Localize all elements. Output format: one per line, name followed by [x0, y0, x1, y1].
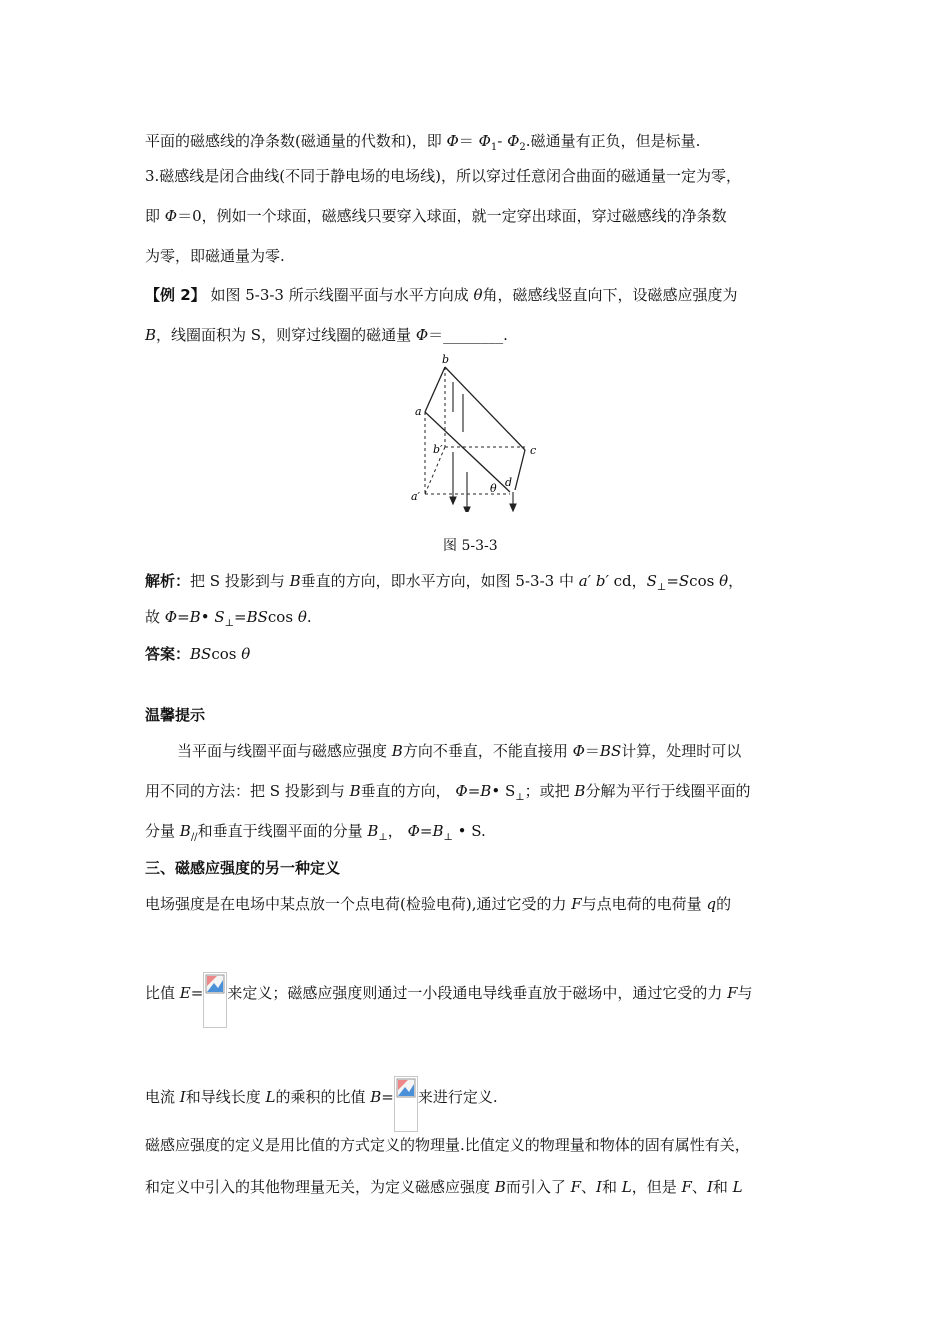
var-B: B: [367, 822, 379, 840]
text: 用不同的方法：把 S 投影到与: [145, 782, 350, 800]
var-B: B: [179, 822, 191, 840]
subscript: ⊥: [378, 832, 388, 843]
text: 垂直的方向，: [360, 782, 456, 800]
solution-line-2: [145, 606, 312, 627]
broken-image-icon: [394, 1076, 418, 1132]
text: 与点电荷的电荷量: [581, 895, 707, 913]
text: 把 S 投影到与: [190, 572, 290, 590]
text: 计算，处理时可以: [621, 742, 742, 760]
text: 的: [716, 895, 732, 913]
text: ＝: [584, 742, 600, 760]
phi: Φ: [407, 822, 420, 840]
phi: Φ: [164, 207, 178, 225]
var-q: q: [706, 895, 717, 913]
text: 故: [145, 608, 165, 626]
text: 电流: [145, 1088, 180, 1106]
theta: θ: [473, 286, 483, 304]
text: ；或把: [524, 782, 575, 800]
text: .: [306, 608, 312, 626]
text: ，线圈面积为 S，则穿过线圈的磁通量: [156, 326, 416, 344]
text: 和垂直于线圈平面的分量: [197, 822, 368, 840]
def-line-2: [145, 982, 753, 1028]
text: =: [419, 822, 433, 840]
line-3: [145, 205, 727, 226]
var-BS: BS: [246, 608, 268, 626]
example-2-line-1: [145, 284, 738, 305]
label-c: c: [530, 444, 537, 457]
phi: Φ: [455, 782, 468, 800]
var-S: S: [214, 608, 225, 626]
var-I: I: [596, 1178, 602, 1196]
var-B: B: [370, 1088, 382, 1106]
example-2-line-2: [145, 324, 508, 345]
text: 的乘积的比值: [275, 1088, 371, 1106]
section-3-title: 三、磁感应强度的另一种定义: [145, 859, 341, 877]
subscript: 1: [490, 142, 498, 153]
label-b: b: [442, 353, 450, 366]
theta: θ: [297, 608, 307, 626]
text: 和: [712, 1178, 733, 1196]
theta: θ: [719, 572, 729, 590]
label-d: d: [505, 476, 513, 489]
text: cos: [211, 645, 242, 663]
theta: θ: [241, 645, 251, 663]
text: ＝0，例如一个球面，磁感线只要穿入球面，就一定穿出球面，穿过磁感线的净条数: [177, 207, 727, 225]
var-F: F: [727, 984, 738, 1002]
line-1: [145, 130, 700, 151]
text: 电场强度是在电场中某点放一个点电荷(检验电荷),通过它受的力: [145, 895, 572, 913]
var-B: B: [432, 822, 444, 840]
phi: Φ: [415, 326, 429, 344]
text: cd，: [608, 572, 647, 590]
coil-figure: [405, 352, 555, 512]
text: •: [200, 608, 215, 626]
text: 、: [581, 1178, 597, 1196]
text: 当平面与线圈平面与磁感应强度: [177, 742, 392, 760]
text: =: [234, 608, 247, 626]
text: =: [381, 1088, 394, 1106]
var-L: L: [621, 1178, 632, 1196]
text: =: [177, 608, 190, 626]
text: 方向不垂直，不能直接用: [402, 742, 573, 760]
text: =: [190, 984, 204, 1002]
text: 即: [145, 207, 165, 225]
var-S: S: [678, 572, 690, 590]
var-I: I: [706, 1178, 713, 1196]
phi-2: Φ: [507, 132, 520, 150]
solution-line-1: [145, 570, 743, 591]
var-B: B: [494, 1178, 506, 1196]
subscript: //: [190, 832, 198, 843]
text: ＝: [458, 132, 479, 150]
text: 和定义中引入的其他物理量无关，为定义磁感应强度: [145, 1178, 495, 1196]
text: • S: [491, 782, 516, 800]
text: 和: [601, 1178, 622, 1196]
phi-1: Φ: [478, 132, 491, 150]
var-L: L: [732, 1178, 743, 1196]
text: cos: [267, 608, 298, 626]
phi: Φ: [572, 742, 585, 760]
subscript: ⊥: [515, 792, 525, 803]
var-F: F: [571, 895, 582, 913]
text: 和导线长度: [185, 1088, 266, 1106]
text: 比值: [145, 984, 180, 1002]
line-2: 3.磁感线是闭合曲线(不同于静电场的电场线)，所以穿过任意闭合曲面的磁通量一定为零，: [145, 167, 742, 185]
text: 如图 5-3-3 所示线圈平面与水平方向成: [205, 286, 474, 304]
text: 来进行定义.: [417, 1088, 498, 1106]
label-a: a: [415, 405, 422, 418]
var-B: B: [574, 782, 586, 800]
phi: Φ: [164, 608, 178, 626]
text: 、: [691, 1178, 707, 1196]
text: 与: [737, 984, 753, 1002]
primes: a′ b′: [578, 572, 609, 590]
subscript: ⊥: [656, 582, 667, 593]
phi: Φ: [446, 132, 459, 150]
text: ＝________.: [428, 326, 508, 344]
solution-tag: 解析：: [145, 572, 191, 590]
var-B: B: [480, 782, 492, 800]
text: • S.: [452, 822, 486, 840]
line-4: 为零，即磁通量为零.: [145, 247, 285, 265]
text: -: [497, 132, 508, 150]
var-B: B: [391, 742, 403, 760]
text: ，: [728, 572, 744, 590]
label-theta: θ: [490, 482, 497, 495]
var-S: S: [646, 572, 657, 590]
text: =: [467, 782, 481, 800]
var-L: L: [265, 1088, 276, 1106]
text: 角，磁感线竖直向下，设磁感应强度为: [482, 286, 738, 304]
def-line-3: [145, 1086, 498, 1132]
var-E: E: [179, 984, 191, 1002]
tip-line-2: [145, 780, 750, 801]
tip-title: 温馨提示: [145, 706, 206, 724]
label-b-prime: b′: [433, 443, 443, 456]
text: cos: [689, 572, 720, 590]
var-B: B: [349, 782, 361, 800]
tip-line-3: [145, 820, 486, 841]
text: ，: [387, 822, 408, 840]
def-line-1: [145, 893, 731, 914]
def-line-5: [145, 1176, 743, 1197]
text: =: [666, 572, 679, 590]
text: ，但是: [631, 1178, 682, 1196]
broken-image-icon: [203, 972, 227, 1028]
text: 来定义；磁感应强度则通过一小段通电导线垂直放于磁场中，通过它受的力: [227, 984, 728, 1002]
text: 分量: [145, 822, 180, 840]
var-B: B: [189, 608, 201, 626]
label-a-prime: a′: [411, 490, 421, 503]
figure-caption: 图 5-3-3: [443, 538, 498, 554]
tip-line-1: [177, 740, 741, 761]
var-B: B: [145, 326, 157, 344]
text: 垂直的方向，即水平方向，如图 5-3-3 中: [300, 572, 579, 590]
var-F: F: [681, 1178, 692, 1196]
example-tag: 【例 2】: [145, 286, 206, 304]
var-F: F: [570, 1178, 582, 1196]
text: 而引入了: [505, 1178, 571, 1196]
answer-line: [145, 643, 250, 664]
text: 平面的磁感线的净条数(磁通量的代数和)，即: [145, 132, 447, 150]
var-BS: BS: [190, 645, 212, 663]
subscript: 2: [519, 142, 526, 153]
subscript: ⊥: [224, 618, 235, 629]
answer-tag: 答案：: [145, 645, 191, 663]
subscript: ⊥: [443, 832, 453, 843]
var-BS: BS: [599, 742, 622, 760]
text: 分解为平行于线圈平面的: [585, 782, 751, 800]
text: .磁通量有正负，但是标量.: [525, 132, 701, 150]
var-B: B: [289, 572, 301, 590]
def-line-4: 磁感应强度的定义是用比值的方式定义的物理量.比值定义的物理量和物体的固有属性有关，: [145, 1136, 750, 1154]
var-I: I: [179, 1088, 186, 1106]
